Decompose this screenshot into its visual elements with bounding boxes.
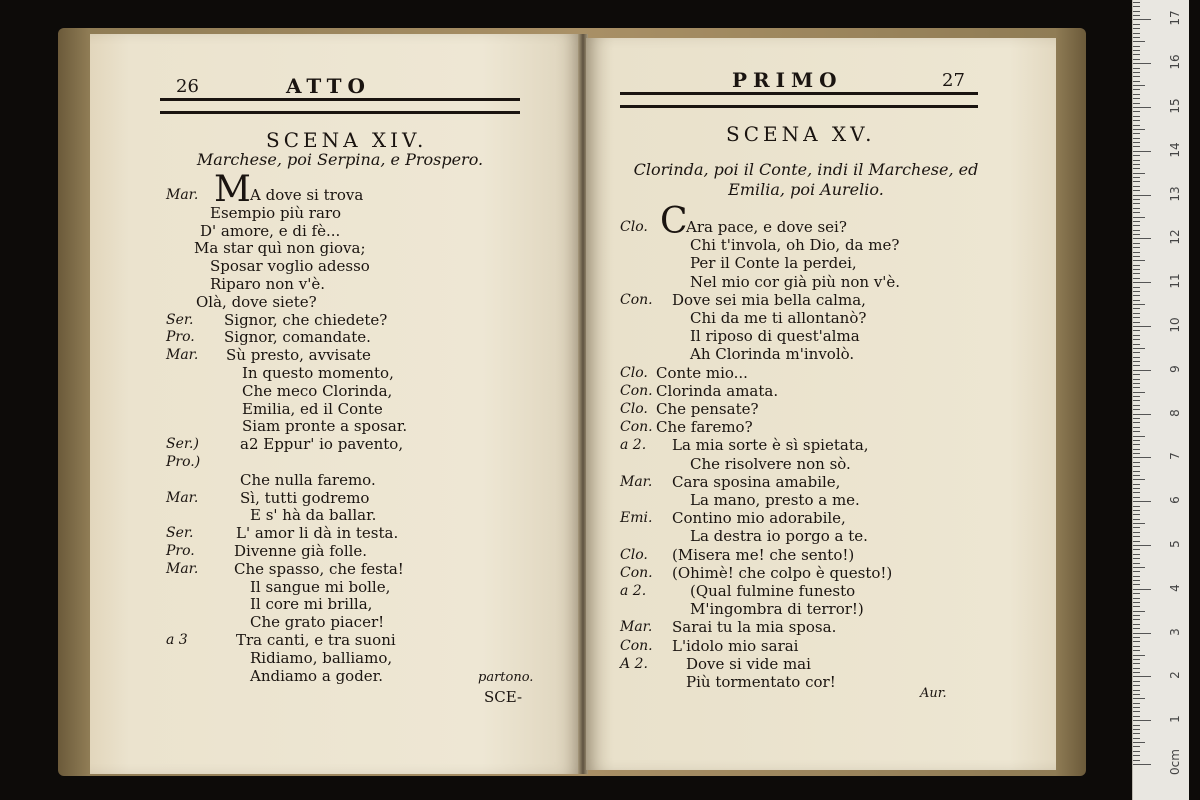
ruler-tick (1133, 300, 1140, 301)
verse-line: Divenne già folle. (234, 542, 368, 560)
ruler-tick (1133, 181, 1140, 182)
ruler-tick (1133, 326, 1151, 327)
ruler-number: 6 (1168, 496, 1182, 505)
verse-line: Che spasso, che festa! (234, 559, 404, 578)
ruler-tick (1133, 85, 1145, 86)
ruler-tick (1133, 431, 1140, 432)
ruler-tick (1133, 374, 1140, 375)
ruler-tick (1133, 527, 1140, 528)
verse-line: Che grato piacer! (250, 613, 385, 632)
ruler-tick (1133, 576, 1140, 577)
verse-line: Emilia, ed il Conte (242, 399, 383, 418)
ruler-number: 14 (1168, 142, 1182, 158)
ruler-tick (1133, 633, 1151, 634)
verse-line: Dove si vide mai (686, 654, 811, 673)
verse-line: Chi da me ti allontanò? (690, 309, 867, 327)
ruler-tick (1133, 190, 1140, 191)
ruler-number: 16 (1168, 54, 1182, 70)
speaker-label: Con. (620, 637, 653, 654)
ruler-tick (1133, 676, 1151, 677)
ruler-tick (1133, 720, 1151, 721)
verse-line: L' amor li dà in testa. (236, 524, 399, 543)
ruler-tick (1133, 659, 1140, 660)
ruler-tick (1133, 589, 1151, 590)
ruler-tick (1133, 698, 1145, 699)
verse-line: (Ohimè! che colpo è questo!) (672, 563, 893, 582)
ruler-tick (1133, 488, 1140, 489)
ruler-tick (1133, 532, 1140, 533)
ruler-tick (1133, 282, 1151, 283)
ruler-tick (1133, 392, 1145, 393)
verse-line: Il core mi brilla, (250, 595, 373, 614)
verse-line: Che nulla faremo. (240, 470, 376, 489)
ruler-tick (1133, 655, 1145, 656)
ruler-tick (1133, 111, 1140, 112)
verse-line: Chi t'invola, oh Dio, da me? (690, 236, 900, 255)
ruler-tick (1133, 383, 1140, 384)
ruler-tick (1133, 243, 1140, 244)
verse-line: Clorinda amata. (656, 381, 779, 400)
ruler-tick (1133, 308, 1140, 309)
speaker-label: Mar. (166, 187, 199, 203)
verse-line: Che faremo? (656, 418, 753, 437)
verse-line: La destra io porgo a te. (690, 527, 868, 546)
ruler-tick (1133, 217, 1145, 218)
ruler-tick (1133, 120, 1140, 121)
speaker-label: Clo. (620, 546, 648, 563)
ruler-tick (1133, 256, 1140, 257)
speaker-label: Con. (620, 291, 653, 308)
ruler-tick (1133, 668, 1140, 669)
ruler-tick (1133, 155, 1140, 156)
verse-line: a2 Eppur' io pavento, (240, 435, 404, 454)
ruler-tick (1133, 641, 1140, 642)
ruler-tick (1133, 221, 1140, 222)
ruler-tick (1133, 580, 1140, 581)
ruler-tick (1133, 624, 1140, 625)
speaker-label: Con. (620, 382, 653, 399)
ruler-tick (1133, 492, 1140, 493)
ruler-tick (1133, 462, 1140, 463)
ruler-tick (1133, 160, 1140, 161)
speaker-label: Mar. (620, 473, 653, 490)
ruler-tick (1133, 760, 1140, 761)
ruler-tick (1133, 523, 1145, 524)
ruler-number: 0cm (1168, 749, 1182, 775)
ruler-tick (1133, 19, 1151, 20)
ruler-tick (1133, 238, 1151, 239)
ruler-tick (1133, 405, 1140, 406)
ruler-tick (1133, 260, 1145, 261)
ruler-tick (1133, 177, 1140, 178)
speaker-label: Mar. (166, 560, 199, 577)
ruler-tick (1133, 725, 1140, 726)
speaker-label: Pro. (166, 329, 195, 346)
ruler-tick (1133, 348, 1145, 349)
page-number: 26 (176, 76, 199, 97)
ruler-tick (1133, 733, 1140, 734)
verse-line: Sù presto, avvisate (226, 346, 371, 365)
ruler-tick (1133, 138, 1140, 139)
ruler-number: 13 (1168, 185, 1182, 202)
running-head: ATTO (286, 74, 371, 98)
ruler-tick (1133, 563, 1140, 564)
ruler-tick (1133, 690, 1140, 691)
ruler-tick (1133, 365, 1140, 366)
ruler-tick (1133, 46, 1140, 47)
ruler-tick (1133, 15, 1140, 16)
ruler-tick (1133, 536, 1140, 537)
ruler-tick (1133, 287, 1140, 288)
ruler-tick (1133, 339, 1140, 340)
header-rule (160, 98, 520, 114)
ruler-tick (1133, 738, 1140, 739)
ruler-tick (1133, 606, 1140, 607)
ruler-tick (1133, 54, 1140, 55)
ruler-number: 7 (1168, 452, 1182, 461)
ruler-tick (1133, 37, 1140, 38)
speaker-label: Mar. (620, 619, 653, 636)
ruler-tick (1133, 24, 1140, 25)
ruler-tick (1133, 484, 1140, 485)
catchword: SCE- (484, 688, 523, 706)
ruler-tick (1133, 685, 1140, 686)
ruler-tick (1133, 379, 1140, 380)
ruler-tick (1133, 422, 1140, 423)
ruler-tick (1133, 81, 1140, 82)
ruler-tick (1133, 457, 1151, 458)
ruler-tick (1133, 2, 1140, 3)
ruler-tick (1133, 593, 1140, 594)
ruler-tick (1133, 195, 1151, 196)
ruler-tick (1133, 50, 1140, 51)
ruler-tick (1133, 471, 1140, 472)
verse-line: (Qual fulmine funesto (690, 582, 856, 600)
ruler-tick (1133, 203, 1140, 204)
ruler-tick (1133, 330, 1140, 331)
ruler-tick (1133, 273, 1140, 274)
speaker-label: Ser.) (166, 436, 199, 453)
ruler-tick (1133, 68, 1140, 69)
ruler-tick (1133, 72, 1140, 73)
ruler-tick (1133, 142, 1140, 143)
ruler-tick (1133, 295, 1140, 296)
ruler-tick (1133, 28, 1140, 29)
ruler-tick (1133, 716, 1140, 717)
ruler-tick (1133, 151, 1151, 152)
ruler-tick (1133, 33, 1140, 34)
ruler-tick (1133, 541, 1140, 542)
catchword: Aur. (920, 686, 947, 701)
scene-characters-1: Clorinda, poi il Conte, indi il Marchese, ed (633, 160, 979, 179)
left-page (90, 34, 580, 774)
ruler-tick (1133, 409, 1140, 410)
ruler-tick (1133, 479, 1145, 480)
ruler-tick (1133, 707, 1140, 708)
scene-characters: Marchese, poi Serpina, e Prospero. (196, 150, 484, 169)
speaker-label: Emi. (620, 510, 653, 527)
ruler-tick (1133, 554, 1140, 555)
ruler-number: 9 (1168, 364, 1182, 373)
ruler-tick (1133, 59, 1140, 60)
ruler-tick (1133, 352, 1140, 353)
page-number: 27 (942, 70, 965, 91)
ruler-tick (1133, 313, 1140, 314)
ruler-tick (1133, 571, 1140, 572)
ruler-tick (1133, 322, 1140, 323)
scene-title: SCENA XV. (726, 122, 876, 146)
ruler-tick (1133, 558, 1140, 559)
ruler-tick (1133, 427, 1140, 428)
ruler-tick (1133, 41, 1145, 42)
ruler-number: 10 (1168, 317, 1182, 333)
ruler-tick (1133, 317, 1140, 318)
verse-line: Dove sei mia bella calma, (672, 290, 866, 309)
verse-line: Signor, che chiedete? (224, 310, 388, 329)
verse-line: Il riposo di quest'alma (690, 327, 860, 346)
ruler-tick (1133, 440, 1140, 441)
ruler-tick (1133, 449, 1140, 450)
ruler-tick (1133, 549, 1140, 550)
verse-line: Che risolvere non sò. (690, 454, 851, 473)
speaker-label: Clo. (620, 364, 648, 381)
ruler-number: 4 (1168, 583, 1182, 592)
ruler-tick (1133, 370, 1151, 371)
ruler-tick (1133, 414, 1151, 415)
ruler-number: 3 (1168, 627, 1182, 636)
verse-line: Olà, dove siete? (196, 292, 317, 311)
ruler-tick (1133, 497, 1140, 498)
verse-line: Che pensate? (656, 400, 759, 418)
ruler-tick (1133, 628, 1140, 629)
verse-line: Ma star quì non giova; (194, 239, 366, 258)
verse-line: (Misera me! che sento!) (672, 545, 855, 564)
scene-characters-2: Emilia, poi Aurelio. (728, 180, 884, 199)
verse-line: Ah Clorinda m'involò. (690, 345, 855, 364)
ruler-tick (1133, 729, 1140, 730)
ruler-tick (1133, 146, 1140, 147)
verse-line: Esempio più raro (210, 203, 342, 222)
ruler-tick (1133, 247, 1140, 248)
speaker-label: Con. (620, 564, 653, 581)
drop-cap: M (214, 169, 251, 210)
ruler-tick (1133, 619, 1140, 620)
speaker-label: Ser. (166, 311, 194, 328)
ruler-tick (1133, 584, 1140, 585)
speaker-label: Ser. (166, 525, 194, 542)
ruler-tick (1133, 129, 1145, 130)
ruler-tick (1133, 444, 1140, 445)
ruler-tick (1133, 681, 1140, 682)
ruler-tick (1133, 602, 1140, 603)
ruler-tick (1133, 230, 1140, 231)
ruler-tick (1133, 663, 1140, 664)
ruler-tick (1133, 650, 1140, 651)
ruler-tick (1133, 418, 1140, 419)
right-page (586, 38, 1056, 770)
ruler-tick (1133, 173, 1145, 174)
ruler-tick (1133, 611, 1145, 612)
ruler-tick (1133, 344, 1140, 345)
ruler-tick (1133, 453, 1140, 454)
ruler-tick (1133, 514, 1140, 515)
speaker-label: Con. (620, 419, 653, 436)
ruler-tick (1133, 764, 1151, 765)
verse-line: Nel mio cor già più non v'è. (690, 272, 901, 291)
ruler-tick (1133, 94, 1140, 95)
speaker-label: Pro.) (166, 454, 201, 470)
ruler-tick (1133, 107, 1151, 108)
verse-line: E s' hà da ballar. (250, 506, 377, 525)
ruler-number: 17 (1168, 10, 1182, 27)
speaker-label: Mar. (166, 489, 199, 506)
verse-line: Più tormentato cor! (686, 673, 836, 691)
speaker-label: a 2. (620, 437, 647, 454)
ruler-number: 5 (1168, 540, 1182, 548)
ruler-tick (1133, 694, 1140, 695)
verse-line: Cara sposina amabile, (672, 472, 841, 491)
ruler-tick (1133, 6, 1140, 7)
ruler-tick (1133, 567, 1145, 568)
ruler-tick (1133, 269, 1140, 270)
verse-line: La mia sorte è sì spietata, (672, 436, 869, 455)
ruler-tick (1133, 711, 1140, 712)
ruler-tick (1133, 598, 1140, 599)
speaker-label: Mar. (166, 347, 199, 364)
verse-line: Riparo non v'è. (210, 275, 325, 293)
ruler-tick (1133, 168, 1140, 169)
stage-direction: partono. (478, 670, 534, 685)
ruler-tick (1133, 475, 1140, 476)
verse-line: In questo momento, (242, 364, 394, 382)
ruler-tick (1133, 510, 1140, 511)
verse-line: Tra canti, e tra suoni (236, 631, 396, 649)
ruler-tick (1133, 755, 1140, 756)
ruler-tick (1133, 265, 1140, 266)
ruler-tick (1133, 637, 1140, 638)
ruler-tick (1133, 751, 1140, 752)
ruler-tick (1133, 400, 1140, 401)
verse-line: Sarai tu la mia sposa. (672, 618, 837, 637)
ruler-number: 8 (1168, 408, 1182, 417)
ruler-tick (1133, 357, 1140, 358)
verse-line: L'idolo mio sarai (672, 636, 799, 655)
ruler-tick (1133, 133, 1140, 134)
scene-title: SCENA XIV. (266, 128, 428, 152)
ruler-tick (1133, 291, 1140, 292)
verse-line: Il sangue mi bolle, (250, 577, 391, 596)
verse-line: La mano, presto a me. (690, 491, 860, 509)
verse-line: Andiamo a goder. (250, 666, 383, 685)
ruler-tick (1133, 501, 1151, 502)
ruler-tick (1133, 116, 1140, 117)
ruler-tick (1133, 304, 1145, 305)
speaker-label: a 2. (620, 583, 647, 599)
ruler-tick (1133, 186, 1140, 187)
ruler-number: 1 (1168, 715, 1182, 724)
measuring-ruler (1132, 0, 1189, 800)
verse-line: Contino mio adorabile, (672, 509, 846, 528)
ruler-tick (1133, 361, 1140, 362)
ruler-tick (1133, 164, 1140, 165)
verse-line: Sposar voglio adesso (210, 257, 370, 276)
ruler-tick (1133, 335, 1140, 336)
verse-line: M'ingombra di terror!) (690, 600, 864, 619)
ruler-tick (1133, 252, 1140, 253)
speaker-label: Clo. (620, 219, 648, 235)
ruler-tick (1133, 278, 1140, 279)
verse-line: Signor, comandate. (224, 328, 371, 347)
speaker-label: a 3 (166, 632, 188, 648)
ruler-tick (1133, 545, 1151, 546)
ruler-tick (1133, 396, 1140, 397)
speaker-label: Pro. (166, 543, 195, 559)
ruler-number: 15 (1168, 98, 1182, 114)
verse-line: A dove si trova (250, 186, 364, 204)
ruler-number: 2 (1168, 671, 1182, 680)
ruler-tick (1133, 672, 1140, 673)
running-head: PRIMO (732, 68, 843, 92)
speaker-label: A 2. (620, 655, 648, 672)
ruler-tick (1133, 208, 1140, 209)
header-rule (620, 92, 978, 108)
verse-line: Ridiamo, balliamo, (250, 648, 393, 667)
verse-line: Siam pronte a sposar. (242, 417, 408, 436)
ruler-tick (1133, 89, 1140, 90)
verse-line: Conte mio... (656, 363, 748, 382)
ruler-tick (1133, 387, 1140, 388)
verse-line: Ara pace, e dove sei? (686, 218, 847, 236)
ruler-tick (1133, 646, 1140, 647)
ruler-tick (1133, 742, 1145, 743)
ruler-tick (1133, 615, 1140, 616)
ruler-tick (1133, 98, 1140, 99)
ruler-tick (1133, 703, 1140, 704)
ruler-tick (1133, 506, 1140, 507)
ruler-tick (1133, 103, 1140, 104)
verse-line: Che meco Clorinda, (242, 381, 393, 400)
ruler-tick (1133, 212, 1140, 213)
verse-line: Sì, tutti godremo (240, 488, 370, 507)
ruler-tick (1133, 466, 1140, 467)
ruler-tick (1133, 234, 1140, 235)
ruler-number: 11 (1168, 273, 1182, 289)
ruler-tick (1133, 225, 1140, 226)
verse-line: Per il Conte la perdei, (690, 254, 857, 273)
speaker-label: Clo. (620, 401, 648, 417)
ruler-tick (1133, 11, 1140, 12)
ruler-tick (1133, 199, 1140, 200)
ruler-tick (1133, 519, 1140, 520)
ruler-tick (1133, 63, 1151, 64)
ruler-tick (1133, 746, 1140, 747)
ruler-tick (1133, 436, 1145, 437)
verse-line: D' amore, e di fè... (200, 221, 341, 240)
ruler-tick (1133, 76, 1140, 77)
ruler-tick (1133, 125, 1140, 126)
ruler-number: 12 (1168, 229, 1182, 246)
drop-cap: C (660, 201, 688, 242)
